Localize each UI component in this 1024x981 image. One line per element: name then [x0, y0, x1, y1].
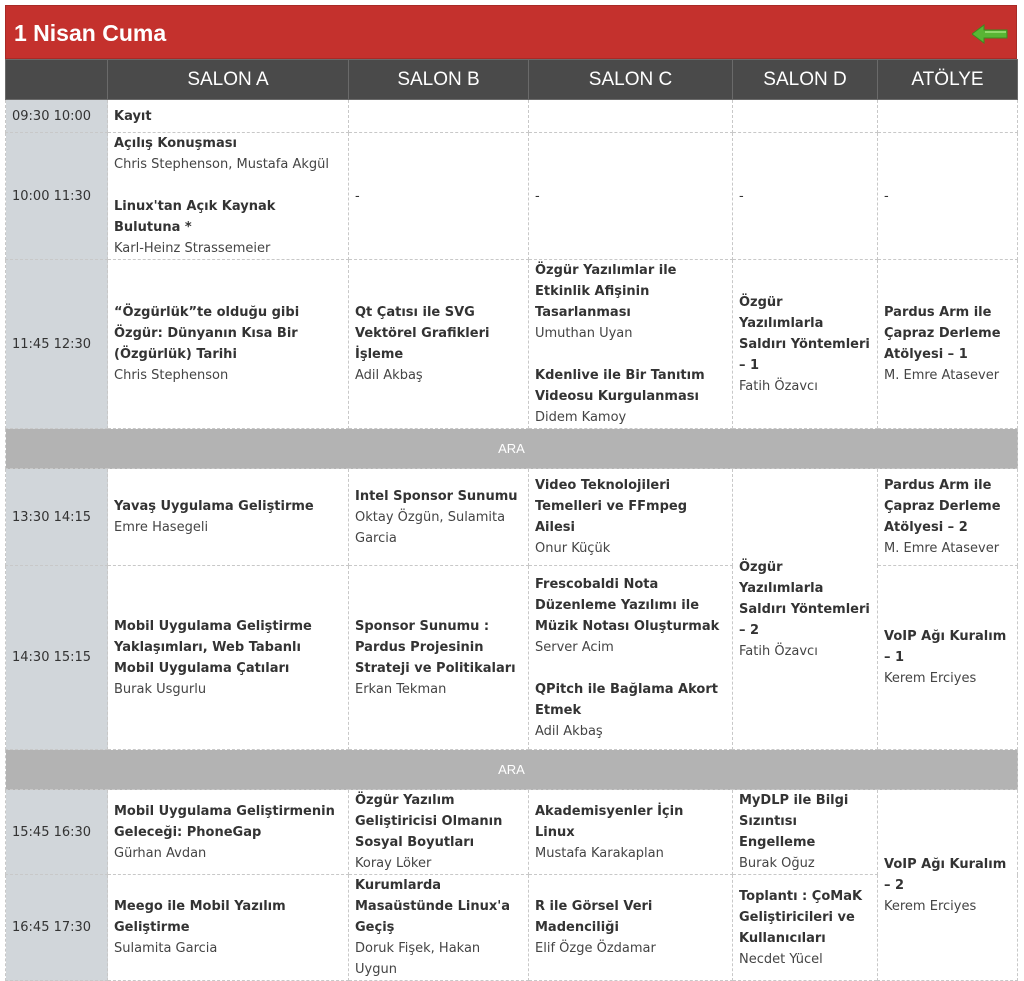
session-title[interactable]: “Özgürlük”te olduğu gibi Özgür: Dünyanın Kısa Bir (Özgürlük) Tarihi [114, 305, 300, 362]
session-title[interactable]: Özgür Yazılımlar ile Etkinlik Afişinin Tasarlanması [535, 263, 677, 320]
session-cell [108, 469, 349, 566]
session-speaker: Elif Özge Özdamar [535, 941, 656, 956]
session-speaker: Burak Oğuz [739, 856, 815, 871]
session-speaker: Adil Akbaş [355, 368, 423, 383]
session-speaker: Chris Stephenson, Mustafa Akgül [114, 157, 329, 172]
session-cell [878, 790, 1018, 981]
room-header-salon-b: SALON B [349, 60, 529, 100]
session-title[interactable]: Kayıt [114, 108, 152, 124]
room-header-row [6, 60, 1018, 100]
session-title[interactable]: Frescobaldi Nota Düzenleme Yazılımı ile Müzik Notası Oluşturmak [535, 576, 720, 634]
session-title[interactable]: Özgür Yazılım Geliştiricisi Olmanın Sosyal Boyutları [355, 793, 503, 850]
session-speaker: Didem Kamoy [535, 410, 627, 425]
session-speaker: Erkan Tekman [355, 681, 447, 697]
slot-time: 10:00 11:30 [6, 133, 108, 260]
session-speaker: M. Emre Atasever [884, 368, 1000, 383]
break-label: ARA [6, 429, 1018, 469]
session-title[interactable]: QPitch ile Bağlama Akort Etmek [535, 681, 718, 718]
session-title[interactable]: VoIP Ağı Kuralım – 2 [884, 856, 1007, 893]
session-title[interactable]: Akademisyenler İçin Linux [535, 803, 684, 840]
session-speaker: Gürhan Avdan [114, 845, 207, 861]
session-title[interactable]: Açılış Konuşması [114, 136, 237, 151]
session-speaker: Doruk Fişek, Hakan Uygun [355, 941, 481, 977]
session-cell: - [733, 133, 878, 260]
session-cell [529, 469, 733, 566]
room-header-salon-a: SALON A [108, 60, 349, 100]
break-label: ARA [6, 750, 1018, 790]
session-cell [733, 875, 878, 981]
session-cell [108, 133, 349, 260]
session-title[interactable]: Pardus Arm ile Çapraz Derleme Atölyesi – 2 [884, 478, 1001, 535]
session-speaker: Kerem Erciyes [884, 898, 977, 914]
session-title[interactable]: Kurumlarda Masaüstünde Linux'a Geçiş [355, 878, 510, 935]
session-cell [878, 566, 1018, 750]
session-cell [108, 566, 349, 750]
session-title[interactable]: Mobil Uygulama Geliştirmenin Geleceği: PhoneGap [114, 803, 335, 840]
session-cell [733, 469, 878, 750]
session-title[interactable]: Pardus Arm ile Çapraz Derleme Atölyesi – 1 [884, 305, 1001, 362]
session-speaker: Emre Hasegeli [114, 520, 209, 535]
session-speaker: M. Emre Atasever [884, 541, 1000, 556]
session-cell [529, 790, 733, 875]
slot-row [6, 469, 1018, 566]
session-speaker: Koray Löker [355, 856, 432, 871]
break-row [6, 429, 1018, 469]
slot-time: 09:30 10:00 [6, 100, 108, 133]
session-speaker: Sulamita Garcia [114, 941, 218, 956]
slot-row [6, 133, 1018, 260]
session-title[interactable]: Meego ile Mobil Yazılım Geliştirme [114, 899, 286, 935]
slot-row [6, 260, 1018, 429]
session-cell [733, 790, 878, 875]
room-header-atolye: ATÖLYE [878, 60, 1018, 100]
session-speaker: Umuthan Uyan [535, 326, 633, 341]
slot-time: 16:45 17:30 [6, 875, 108, 981]
empty-cell [878, 100, 1018, 133]
session-cell [878, 260, 1018, 429]
session-cell [529, 875, 733, 981]
session-title[interactable]: Özgür Yazılımlarla Saldırı Yöntemleri – 1 [739, 294, 870, 373]
session-cell [349, 469, 529, 566]
slot-time: 11:45 12:30 [6, 260, 108, 429]
session-cell [349, 566, 529, 750]
slot-time: 13:30 14:15 [6, 469, 108, 566]
slot-time: 15:45 16:30 [6, 790, 108, 875]
session-cell [529, 566, 733, 750]
session-speaker: Necdet Yücel [739, 951, 823, 967]
session-cell: - [878, 133, 1018, 260]
slot-row [6, 790, 1018, 875]
session-speaker: Fatih Özavcı [739, 378, 818, 394]
session-cell [349, 790, 529, 875]
session-speaker: Chris Stephenson [114, 368, 229, 383]
session-cell [349, 260, 529, 429]
session-speaker: Oktay Özgün, Sulamita Garcia [355, 509, 506, 546]
session-cell [529, 260, 733, 429]
session-speaker: Kerem Erciyes [884, 671, 977, 686]
empty-cell [349, 100, 529, 133]
session-cell [733, 260, 878, 429]
session-title[interactable]: Qt Çatısı ile SVG Vektörel Grafikleri İşleme [355, 305, 490, 362]
schedule-table [5, 59, 1018, 981]
session-cell [108, 100, 349, 133]
session-title[interactable]: MyDLP ile Bilgi Sızıntısı Engelleme [739, 793, 849, 850]
session-cell [878, 469, 1018, 566]
session-speaker: Onur Küçük [535, 541, 611, 556]
session-title[interactable]: R ile Görsel Veri Madenciliği [535, 899, 653, 935]
session-title[interactable]: Linux'tan Açık Kaynak Bulutuna * [114, 199, 276, 235]
session-title[interactable]: Sponsor Sunumu : Pardus Projesinin Strateji ve Politikaları [355, 618, 516, 676]
session-speaker: Karl-Heinz Strassemeier [114, 241, 271, 256]
session-cell: - [349, 133, 529, 260]
session-speaker: Mustafa Karakaplan [535, 845, 664, 861]
session-title[interactable]: Kdenlive ile Bir Tanıtım Videosu Kurgulanması [535, 368, 705, 404]
session-title[interactable]: Yavaş Uygulama Geliştirme [114, 499, 314, 514]
session-cell [108, 875, 349, 981]
session-title[interactable]: VoIP Ağı Kuralım – 1 [884, 629, 1007, 665]
room-header-salon-d: SALON D [733, 60, 878, 100]
session-cell [349, 875, 529, 981]
room-header-salon-c: SALON C [529, 60, 733, 100]
back-arrow-icon[interactable] [972, 24, 1008, 44]
session-speaker: Server Acim [535, 639, 614, 655]
session-cell [108, 790, 349, 875]
session-speaker: Adil Akbaş [535, 723, 603, 739]
session-cell [108, 260, 349, 429]
header-corner [6, 60, 108, 100]
empty-cell [529, 100, 733, 133]
day-header [5, 5, 1017, 59]
session-title[interactable]: Toplantı : ÇoMaK Geliştiricileri ve Kullanıcıları [739, 888, 863, 946]
session-title[interactable]: Mobil Uygulama Geliştirme Yaklaşımları, Web Tabanlı Mobil Uygulama Çatıları [114, 618, 312, 676]
slot-row [6, 100, 1018, 133]
session-title[interactable]: Video Teknolojileri Temelleri ve FFmpeg Ailesi [535, 478, 687, 535]
session-title[interactable]: Intel Sponsor Sunumu [355, 488, 518, 504]
session-title[interactable]: Özgür Yazılımlarla Saldırı Yöntemleri – 2 [739, 559, 870, 638]
session-cell: - [529, 133, 733, 260]
slot-row [6, 875, 1018, 981]
slot-time: 14:30 15:15 [6, 566, 108, 750]
day-title: 1 Nisan Cuma [14, 20, 167, 46]
empty-cell [733, 100, 878, 133]
session-speaker: Burak Usgurlu [114, 681, 207, 697]
session-speaker: Fatih Özavcı [739, 643, 818, 659]
break-row [6, 750, 1018, 790]
